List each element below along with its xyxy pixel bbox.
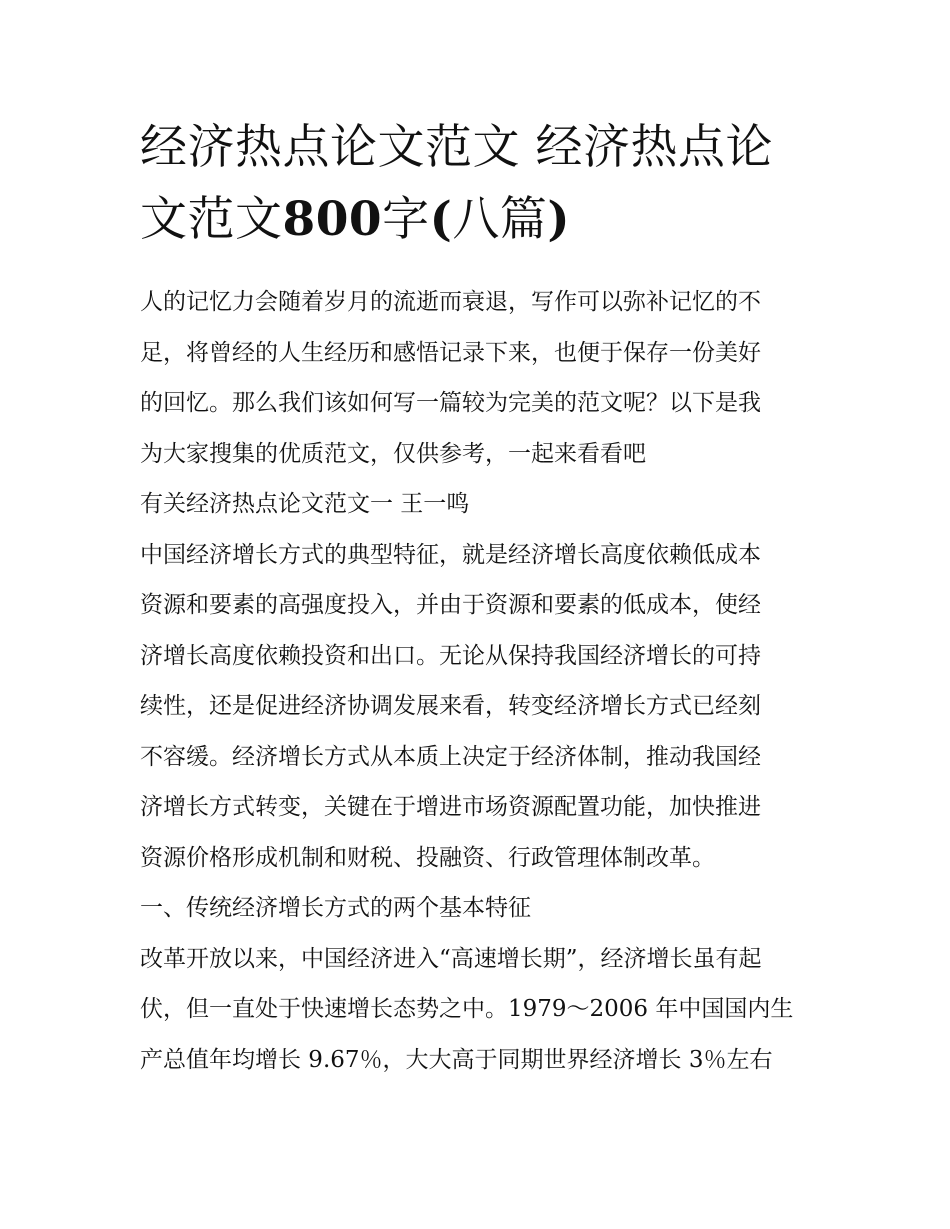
body-line: 不容缓。经济增长方式从本质上决定于经济体制，推动我国经 [140,743,761,770]
title-text: 八篇 [452,192,548,247]
title-line-2 [140,184,812,256]
body-line: 济增长高度依赖投资和出口。无论从保持我国经济增长的可持 [140,642,761,669]
body-line: 产总值年均增长 9.67％，大大高于同期世界经济增长 3％左右 [140,1046,773,1073]
section-heading: 有关经济热点论文范文一 王一鸣 [140,491,470,517]
title-text: 文范文 [140,192,283,247]
section-heading: 一、传统经济增长方式的两个基本特征 [140,895,531,921]
title-number: 800 [282,192,383,247]
title-text: 字 [382,192,430,247]
body-line: 伏，但一直处于快速增长态势之中。1979～2006 年中国国内生 [140,996,794,1022]
document-title [140,112,812,256]
body-line: 中国经济增长方式的典型特征，就是经济增长高度依赖低成本 [140,541,761,568]
body-line: 人的记忆力会随着岁月的流逝而衰退，写作可以弥补记忆的不 [140,289,761,315]
title-paren-open: ( [429,192,453,247]
body-line: 济增长方式转变，关键在于增进市场资源配置功能，加快推进 [140,794,761,820]
body-line: 为大家搜集的优质范文，仅供参考，一起来看看吧 [140,440,646,467]
body-line: 续性，还是促进经济协调发展来看，转变经济增长方式已经刻 [140,693,761,719]
title-line-1: 经济热点论文范文 经济热点论 [140,120,773,175]
body-line: 资源和要素的高强度投入，并由于资源和要素的低成本，使经 [140,592,761,618]
body-line: 改革开放以来，中国经济进入“高速增长期”，经济增长虽有起 [140,945,762,972]
body-line: 的回忆。那么我们该如何写一篇较为完美的范文呢？以下是我 [140,390,761,416]
document-body [140,277,812,1085]
body-line: 资源价格形成机制和财税、投融资、行政管理体制改革。 [140,844,715,871]
body-line: 足，将曾经的人生经历和感悟记录下来，也便于保存一份美好 [140,339,761,366]
title-paren-close: ) [547,192,571,247]
